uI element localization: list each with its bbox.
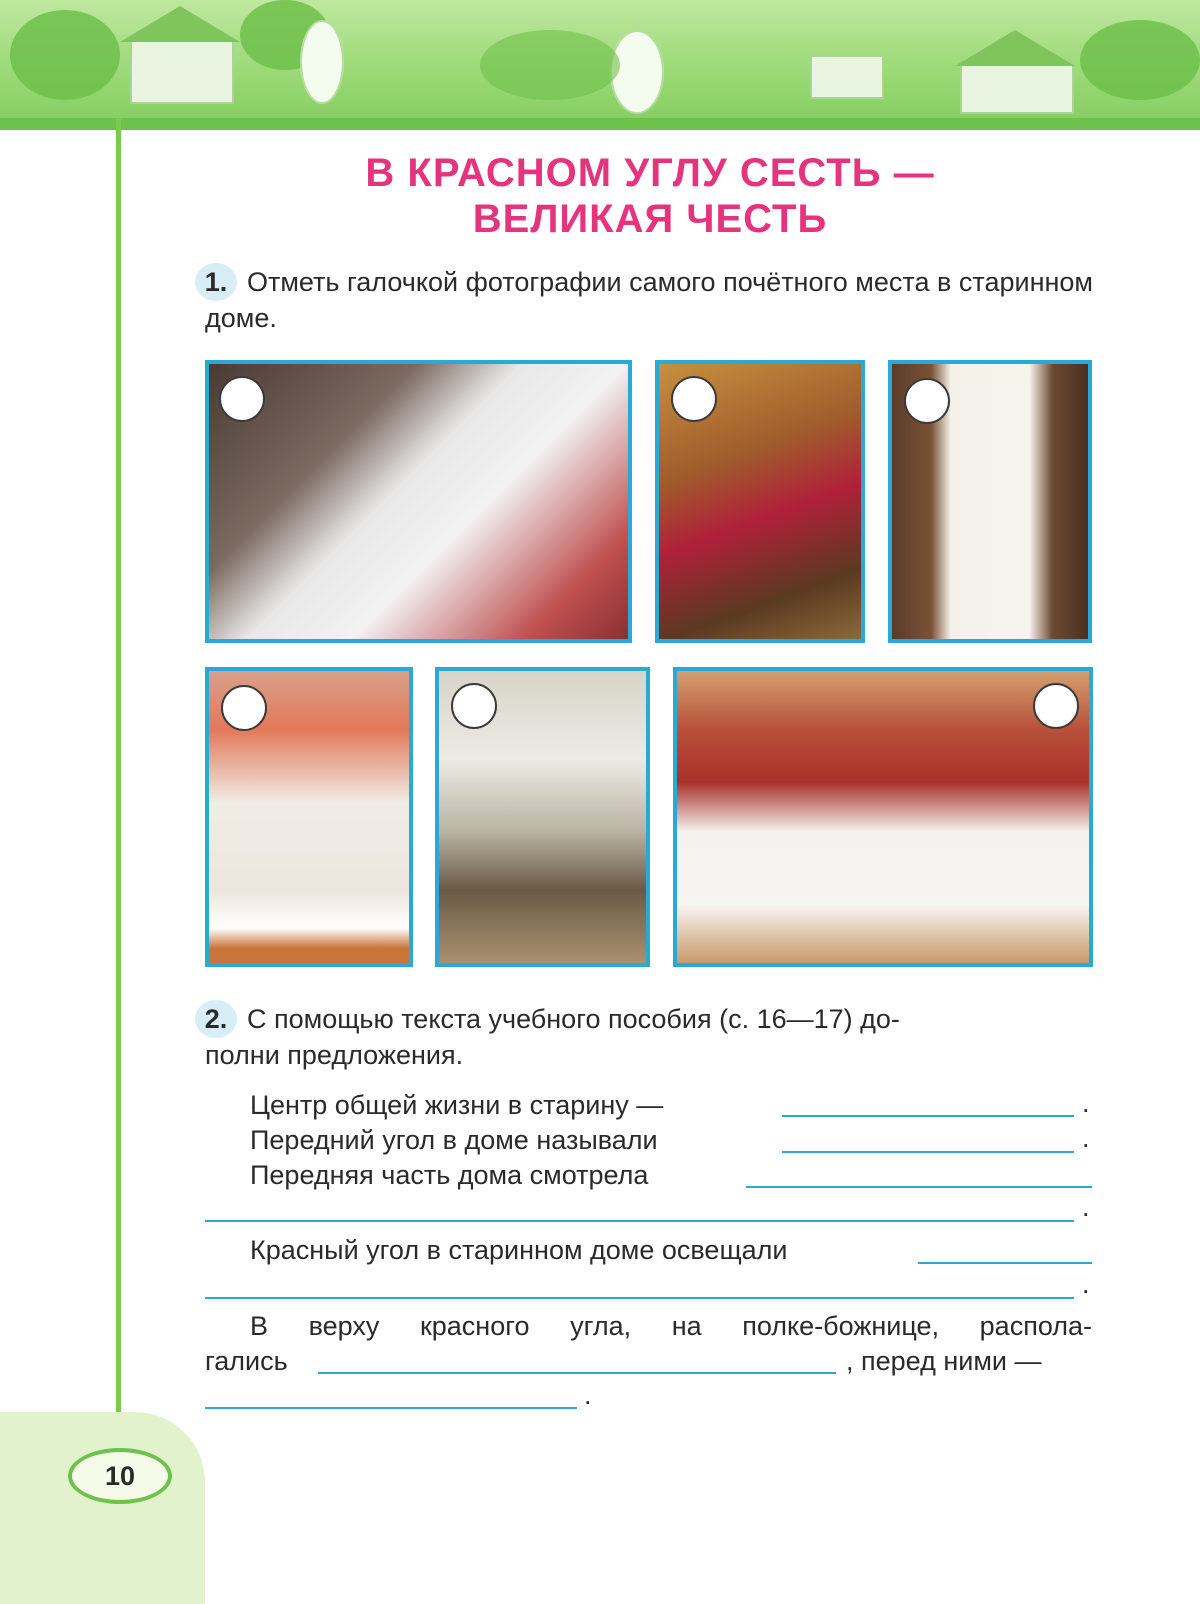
- answer-blank-1[interactable]: [782, 1115, 1074, 1117]
- sentence-1: Центр общей жизни в старину —: [250, 1090, 664, 1120]
- margin-line: [116, 118, 121, 1458]
- task-2-text-line-2: полни предложения.: [205, 1040, 464, 1070]
- checkbox-circle[interactable]: [451, 683, 497, 729]
- sentence-5-line-1: [250, 1309, 1092, 1344]
- photo-quilt-spinning-wheel: [655, 360, 865, 643]
- period: .: [1082, 1192, 1090, 1222]
- photo-icon-corner: [205, 667, 413, 967]
- answer-blank-4a[interactable]: [918, 1262, 1092, 1264]
- photo-bed: [673, 667, 1093, 967]
- house-illustration: [130, 40, 234, 104]
- house-illustration: [960, 62, 1074, 114]
- checkbox-circle[interactable]: [221, 685, 267, 731]
- title-line-1: В КРАСНОМ УГЛУ СЕСТЬ —: [365, 151, 935, 195]
- answer-blank-4b[interactable]: [205, 1297, 1074, 1299]
- task-2-text-line-1: С помощью текста учебного пособия (с. 16—17) до-: [247, 1004, 900, 1034]
- answer-blank-2[interactable]: [782, 1151, 1074, 1153]
- answer-blank-5b[interactable]: [205, 1407, 577, 1409]
- checkbox-circle[interactable]: [671, 376, 717, 422]
- answer-blank-3a[interactable]: [746, 1186, 1092, 1188]
- title-line-2: ВЕЛИКАЯ ЧЕСТЬ: [472, 197, 828, 241]
- period: .: [1082, 1123, 1090, 1153]
- page-number: 10: [68, 1448, 172, 1504]
- sentence-3: Передняя часть дома смотрела: [250, 1160, 649, 1190]
- checkbox-circle[interactable]: [904, 378, 950, 424]
- page-title: [210, 150, 1090, 242]
- sentence-2: Передний угол в доме называли: [250, 1125, 658, 1155]
- task-1-text: Отметь галочкой фотографии самого почётного места в старинном доме.: [205, 267, 1093, 333]
- tree-illustration: [10, 10, 120, 100]
- photo-cradle: [205, 360, 632, 643]
- sentence-5-line-2b: , перед ними —: [846, 1346, 1042, 1376]
- sentence-5-line-2a: гались: [205, 1346, 288, 1376]
- task-2-number: 2.: [195, 1000, 237, 1038]
- answer-blank-3b[interactable]: [205, 1220, 1074, 1222]
- corner-decoration: [0, 1412, 205, 1604]
- task-1: [205, 263, 1093, 336]
- checkbox-circle[interactable]: [1033, 683, 1079, 729]
- sentence-5-text: В верху красного угла, на полке-божнице, распола-: [250, 1311, 1092, 1341]
- checkbox-circle[interactable]: [219, 376, 265, 422]
- toy-figure-illustration: [300, 20, 344, 104]
- answer-blank-5a[interactable]: [318, 1372, 836, 1374]
- photo-icon-towel: [888, 360, 1092, 643]
- roof-illustration: [120, 6, 240, 42]
- field-illustration: [480, 30, 620, 100]
- task-1-number: 1.: [195, 263, 237, 301]
- period: .: [584, 1380, 592, 1410]
- header-banner: [0, 0, 1200, 118]
- house-illustration: [810, 55, 884, 99]
- tree-illustration: [1080, 20, 1200, 100]
- roof-illustration: [955, 30, 1075, 66]
- period: .: [1082, 1088, 1090, 1118]
- period: .: [1082, 1269, 1090, 1299]
- banner-stripe: [0, 118, 1200, 130]
- sentence-4: Красный угол в старинном доме освещали: [250, 1235, 788, 1265]
- photo-stove: [435, 667, 650, 967]
- task-2: [205, 1000, 1093, 1073]
